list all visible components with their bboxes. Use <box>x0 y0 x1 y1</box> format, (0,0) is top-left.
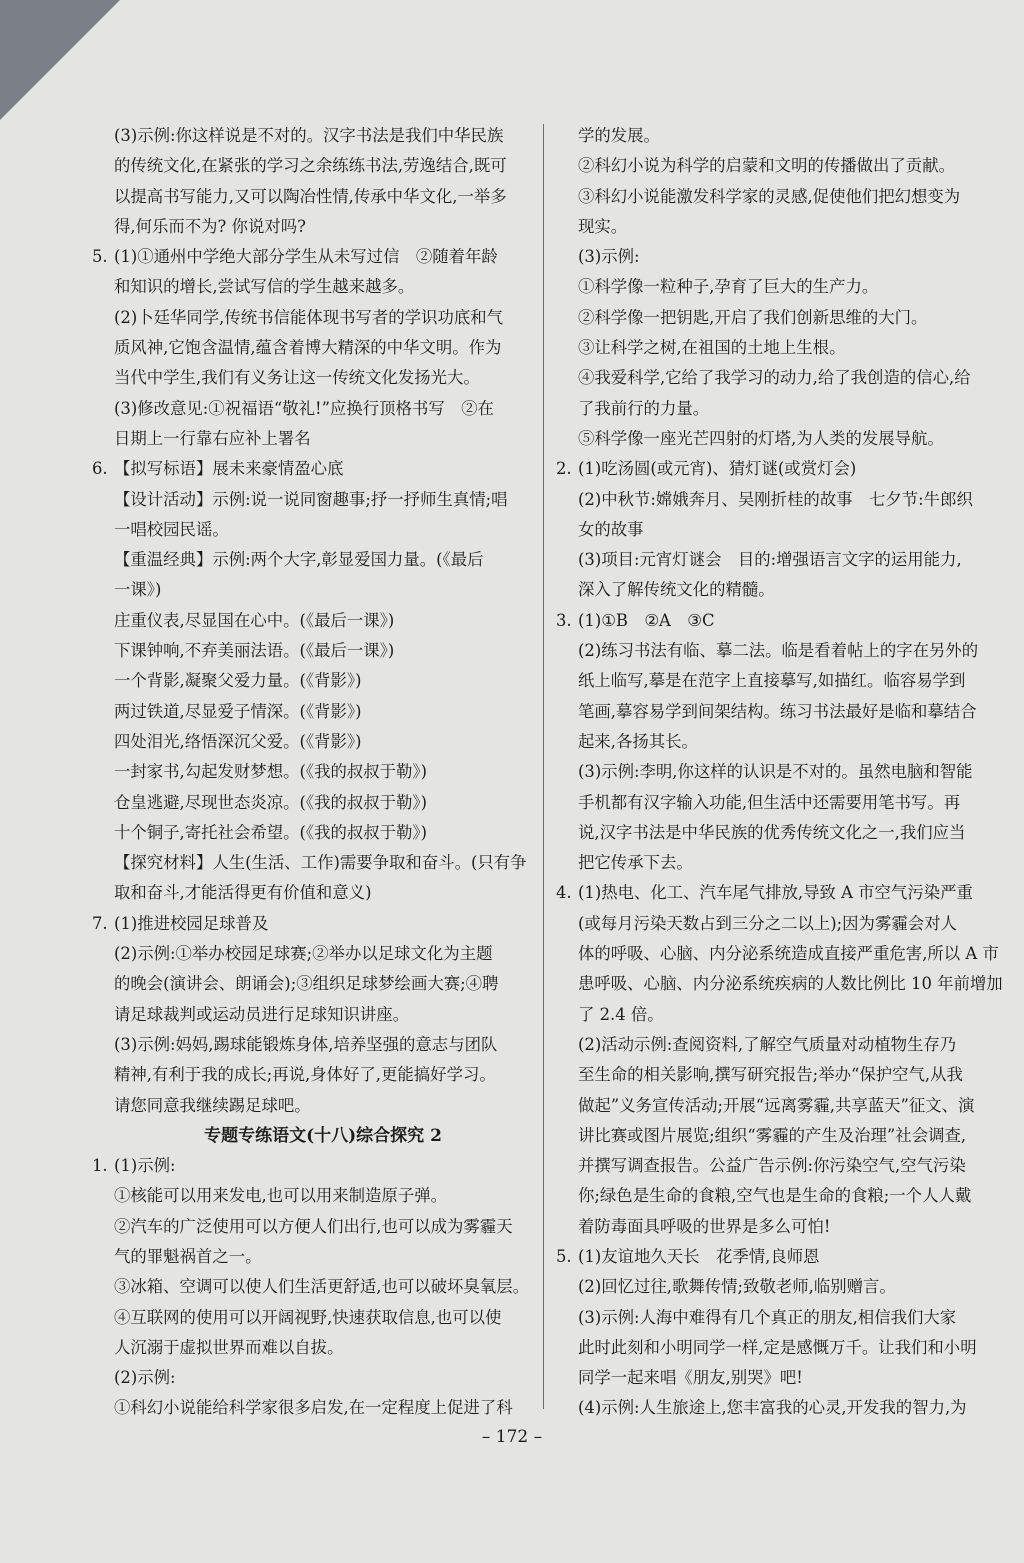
line-text: 笔画,摹容易学到间架结构。练习书法最好是临和摹结合 <box>578 701 977 721</box>
line-text: 了我前行的力量。 <box>578 398 710 418</box>
line-text: (3)项目:元宵灯谜会 目的:增强语言文字的运用能力, <box>578 550 962 570</box>
text-line <box>556 1091 976 1121</box>
text-line <box>556 485 976 515</box>
line-text: (1)①B ②A ③C <box>578 610 715 630</box>
text-line <box>92 454 532 484</box>
line-text: 请足球裁判或运动员进行足球知识讲座。 <box>114 1004 410 1024</box>
text-line <box>92 151 532 181</box>
line-text: (3)示例:李明,你这样的认识是不对的。虽然电脑和智能 <box>578 762 973 782</box>
line-text: (1)吃汤圆(或元宵)、猜灯谜(或赏灯会) <box>578 459 857 479</box>
text-line <box>556 1181 976 1211</box>
text-line <box>556 818 976 848</box>
line-text: (2)卜廷华同学,传统书信能体现书写者的学识功底和气 <box>114 307 504 327</box>
line-text: (2)中秋节:嫦娥奔月、吴刚折桂的故事 七夕节:牛郎织 <box>578 489 973 509</box>
question-number: 5. <box>92 247 108 267</box>
text-line <box>556 636 979 666</box>
line-text: 【拟写标语】展未来豪情盈心底 <box>114 459 344 479</box>
text-line <box>92 606 532 636</box>
line-text: 女的故事 <box>578 519 644 539</box>
question-number: 2. <box>556 459 572 479</box>
line-text: 专题专练语文(十八)综合探究 2 <box>204 1125 442 1146</box>
text-line <box>556 757 976 787</box>
text-line <box>556 1121 976 1151</box>
line-text: 的传统文化,在紧张的学习之余练练书法,劳逸结合,既可 <box>114 156 507 176</box>
line-text: 现实。 <box>578 216 628 236</box>
line-text: (2)练习书法有临、摹二法。临是看着帖上的字在另外的 <box>578 641 979 661</box>
line-text: ②科幻小说为科学的启蒙和文明的传播做出了贡献。 <box>578 156 955 176</box>
question-number: 5. <box>556 1246 572 1266</box>
text-line <box>92 182 532 212</box>
page-corner-fold <box>0 0 120 120</box>
text-line <box>556 121 976 151</box>
text-line <box>92 1151 532 1181</box>
text-line <box>556 333 976 363</box>
text-line <box>556 1242 976 1272</box>
line-text: 一封家书,勾起发财梦想。(《我的叔叔于勒》) <box>114 762 428 782</box>
text-line <box>556 394 976 424</box>
line-text: (2)回忆过往,歌舞传情;致敬老师,临别赠言。 <box>578 1277 896 1297</box>
text-line <box>92 333 532 363</box>
text-line <box>92 394 532 424</box>
line-text: 庄重仪表,尽显国在心中。(《最后一课》) <box>114 610 395 630</box>
line-text: 以提高书写能力,又可以陶冶性情,传承中华文化,一举多 <box>114 186 507 206</box>
text-line <box>92 515 532 545</box>
line-text: 日期上一行靠右应补上署名 <box>114 428 311 448</box>
line-text: 着防毒面具呼吸的世界是多么可怕! <box>578 1216 831 1236</box>
line-text: 手机都有汉字输入功能,但生活中还需要用笔书写。再 <box>578 792 961 812</box>
text-line <box>92 1242 532 1272</box>
line-text: 至生命的相关影响,撰写研究报告;举办“保护空气,从我 <box>578 1065 963 1085</box>
line-text: ②汽车的广泛使用可以方便人们出行,也可以成为雾霾天 <box>114 1216 513 1236</box>
text-line <box>556 939 999 969</box>
line-text: 得,何乐而不为? 你说对吗? <box>114 216 306 236</box>
line-text: (1)①通州中学绝大部分学生从未写过信 ②随着年龄 <box>114 247 498 267</box>
line-text: 四处泪光,络悟深沉父爱。(《背影》) <box>114 731 362 751</box>
text-line <box>92 424 532 454</box>
line-text: 你;绿色是生命的食粮,空气也是生命的食粮;一个人人戴 <box>578 1186 972 1206</box>
text-line <box>556 788 976 818</box>
text-line <box>92 1272 532 1302</box>
line-text: (1)推进校园足球普及 <box>114 913 269 933</box>
line-text: ①科幻小说能给科学家很多启发,在一定程度上促进了科 <box>114 1398 513 1418</box>
text-line <box>92 545 532 575</box>
left-column <box>92 121 532 1424</box>
text-line <box>92 697 532 727</box>
line-text: 学的发展。 <box>578 126 660 145</box>
line-text: 请您同意我继续踢足球吧。 <box>114 1095 311 1115</box>
line-text: 患呼吸、心脑、内分泌系统疾病的人数比例比 10 年前增加 <box>578 974 1003 994</box>
line-text: ⑤科学像一座光芒四射的灯塔,为人类的发展导航。 <box>578 428 944 448</box>
text-line <box>556 909 976 939</box>
text-line <box>92 878 532 908</box>
text-line <box>92 969 532 999</box>
text-line <box>92 363 532 393</box>
line-text: ④我爱科学,它给了我学习的动力,给了我创造的信心,给 <box>578 368 971 388</box>
text-line <box>556 727 976 757</box>
text-line <box>92 575 532 605</box>
text-line <box>556 242 976 272</box>
line-text: (2)活动示例:查阅资料,了解空气质量对动植物生存乃 <box>578 1034 957 1054</box>
section-heading <box>92 1121 532 1151</box>
line-text: ③冰箱、空调可以使人们生活更舒适,也可以破坏臭氧层。 <box>114 1277 529 1297</box>
line-text: 纸上临写,摹是在范字上直接摹写,如描红。临容易学到 <box>578 671 966 691</box>
text-line <box>556 1272 976 1302</box>
line-text: 气的罪魁祸首之一。 <box>114 1246 262 1266</box>
line-text: (2)示例: <box>114 1368 176 1388</box>
text-line <box>556 575 976 605</box>
line-text: 人沉溺于虚拟世界而难以自拔。 <box>114 1337 344 1357</box>
text-line <box>556 272 976 302</box>
text-line <box>556 1393 976 1423</box>
text-line <box>92 1363 532 1393</box>
text-line <box>92 485 532 515</box>
text-line <box>92 1333 532 1363</box>
text-line <box>92 1000 532 1030</box>
text-line <box>556 151 976 181</box>
question-number: 3. <box>556 610 572 630</box>
line-text: 一唱校园民谣。 <box>114 519 229 539</box>
line-text: 并撰写调查报告。公益广告示例:你污染空气,空气污染 <box>578 1156 966 1176</box>
question-number: 7. <box>92 913 108 933</box>
line-text: 此时此刻和小明同学一样,定是感慨万千。让我们和小明 <box>578 1337 977 1357</box>
line-text: 精神,有利于我的成长;再说,身体好了,更能搞好学习。 <box>114 1065 496 1085</box>
text-line <box>556 454 976 484</box>
text-line <box>92 636 532 666</box>
line-text: 的晚会(演讲会、朗诵会);③组织足球梦绘画大赛;④聘 <box>114 974 499 994</box>
line-text: (3)示例:你这样说是不对的。汉字书法是我们中华民族 <box>114 126 504 145</box>
line-text: 同学一起来唱《朋友,别哭》吧! <box>578 1368 803 1388</box>
text-line <box>92 121 532 151</box>
line-text: 了 2.4 倍。 <box>578 1004 664 1024</box>
line-text: 【探究材料】人生(生活、工作)需要争取和奋斗。(只有争 <box>114 853 527 873</box>
text-line <box>556 1000 976 1030</box>
text-line <box>92 242 532 272</box>
text-line <box>556 363 976 393</box>
text-line <box>92 666 532 696</box>
text-line <box>556 1212 976 1242</box>
line-text: 取和奋斗,才能活得更有价值和意义) <box>114 883 372 903</box>
line-text: ③科幻小说能激发科学家的灵感,促使他们把幻想变为 <box>578 186 961 206</box>
page-number: – 172 – <box>481 1427 543 1447</box>
text-line <box>556 848 976 878</box>
text-line <box>556 182 976 212</box>
text-line <box>92 939 532 969</box>
text-line <box>556 303 976 333</box>
text-line <box>556 1333 976 1363</box>
text-line <box>556 878 976 908</box>
right-column <box>556 121 1003 1424</box>
text-line <box>92 1091 532 1121</box>
text-line <box>92 1181 532 1211</box>
line-text: (1)示例: <box>114 1156 176 1176</box>
text-line <box>92 212 532 242</box>
question-number: 6. <box>92 459 108 479</box>
line-text: 两过铁道,尽显爱子情深。(《背影》) <box>114 701 362 721</box>
line-text: (2)示例:①举办校园足球赛;②举办以足球文化为主题 <box>114 944 493 964</box>
line-text: 说,汉字书法是中华民族的优秀传统文化之一,我们应当 <box>578 822 966 842</box>
line-text: (1)热电、化工、汽车尾气排放,导致 A 市空气污染严重 <box>578 883 973 903</box>
text-line <box>556 1030 976 1060</box>
line-text: 一个背影,凝聚父爱力量。(《背影》) <box>114 671 362 691</box>
text-line <box>556 666 976 696</box>
text-line <box>556 606 976 636</box>
line-text: (3)修改意见:①祝福语“敬礼!”应换行顶格书写 ②在 <box>114 398 494 418</box>
text-line <box>556 212 976 242</box>
line-text: 深入了解传统文化的精髓。 <box>578 580 775 600</box>
text-line <box>92 1030 532 1060</box>
line-text: (3)示例: <box>578 247 640 267</box>
text-line <box>556 1303 976 1333</box>
text-line <box>556 697 976 727</box>
text-line <box>92 1212 532 1242</box>
line-text: 一课》) <box>114 580 162 600</box>
text-line <box>556 1363 976 1393</box>
line-text: ④互联网的使用可以开阔视野,快速获取信息,也可以使 <box>114 1307 502 1327</box>
line-text: 下课钟响,不弃美丽法语。(《最后一课》) <box>114 641 395 661</box>
line-text: (或每月污染天数占到三分之二以上);因为雾霾会对人 <box>578 913 957 933</box>
line-text: (3)示例:人海中难得有几个真正的朋友,相信我们大家 <box>578 1307 957 1327</box>
question-number: 4. <box>556 883 572 903</box>
line-text: 【设计活动】示例:说一说同窗趣事;抒一抒师生真情;唱 <box>114 489 508 509</box>
text-line <box>556 515 976 545</box>
line-text: 把它传承下去。 <box>578 853 693 873</box>
text-line <box>92 818 532 848</box>
text-line <box>92 757 532 787</box>
line-text: 体的呼吸、心脑、内分泌系统造成直接严重危害,所以 A 市 <box>578 944 999 964</box>
line-text: ②科学像一把钥匙,开启了我们创新思维的大门。 <box>578 307 928 327</box>
line-text: 讲比赛或图片展览;组织“雾霾的产生及治理”社会调查, <box>578 1125 967 1145</box>
line-text: 当代中学生,我们有义务让这一传统文化发扬光大。 <box>114 368 480 388</box>
text-line <box>556 969 1003 999</box>
text-line <box>556 545 976 575</box>
text-line <box>92 303 532 333</box>
text-line <box>92 1303 532 1333</box>
text-line <box>92 272 532 302</box>
text-line <box>92 1393 532 1423</box>
line-text: ①核能可以用来发电,也可以用来制造原子弹。 <box>114 1186 448 1206</box>
line-text: 仓皇逃避,尽现世态炎凉。(《我的叔叔于勒》) <box>114 792 428 812</box>
line-text: 做起”义务宣传活动;开展“远离雾霾,共享蓝天”征文、演 <box>578 1095 975 1115</box>
line-text: 【重温经典】示例:两个大字,彰显爱国力量。(《最后 <box>114 550 484 570</box>
line-text: 十个铜子,寄托社会希望。(《我的叔叔于勒》) <box>114 822 428 842</box>
line-text: ③让科学之树,在祖国的土地上生根。 <box>578 338 846 358</box>
line-text: 起来,各扬其长。 <box>578 731 698 751</box>
text-line <box>92 727 532 757</box>
question-number: 1. <box>92 1156 108 1176</box>
text-line <box>92 848 532 878</box>
text-line <box>556 1151 976 1181</box>
column-divider <box>543 124 544 1409</box>
line-text: 和知识的增长,尝试写信的学生越来越多。 <box>114 277 415 297</box>
text-line <box>556 424 976 454</box>
text-line <box>556 1060 976 1090</box>
text-line <box>92 788 532 818</box>
line-text: ①科学像一粒种子,孕育了巨大的生产力。 <box>578 277 879 297</box>
text-line <box>92 1060 532 1090</box>
line-text: (4)示例:人生旅途上,您丰富我的心灵,开发我的智力,为 <box>578 1398 967 1418</box>
line-text: (1)友谊地久天长 花季情,良师恩 <box>578 1246 820 1266</box>
text-line <box>92 909 532 939</box>
line-text: 质风神,它饱含温情,蕴含着博大精深的中华文明。作为 <box>114 338 502 358</box>
line-text: (3)示例:妈妈,踢球能锻炼身体,培养坚强的意志与团队 <box>114 1034 498 1054</box>
